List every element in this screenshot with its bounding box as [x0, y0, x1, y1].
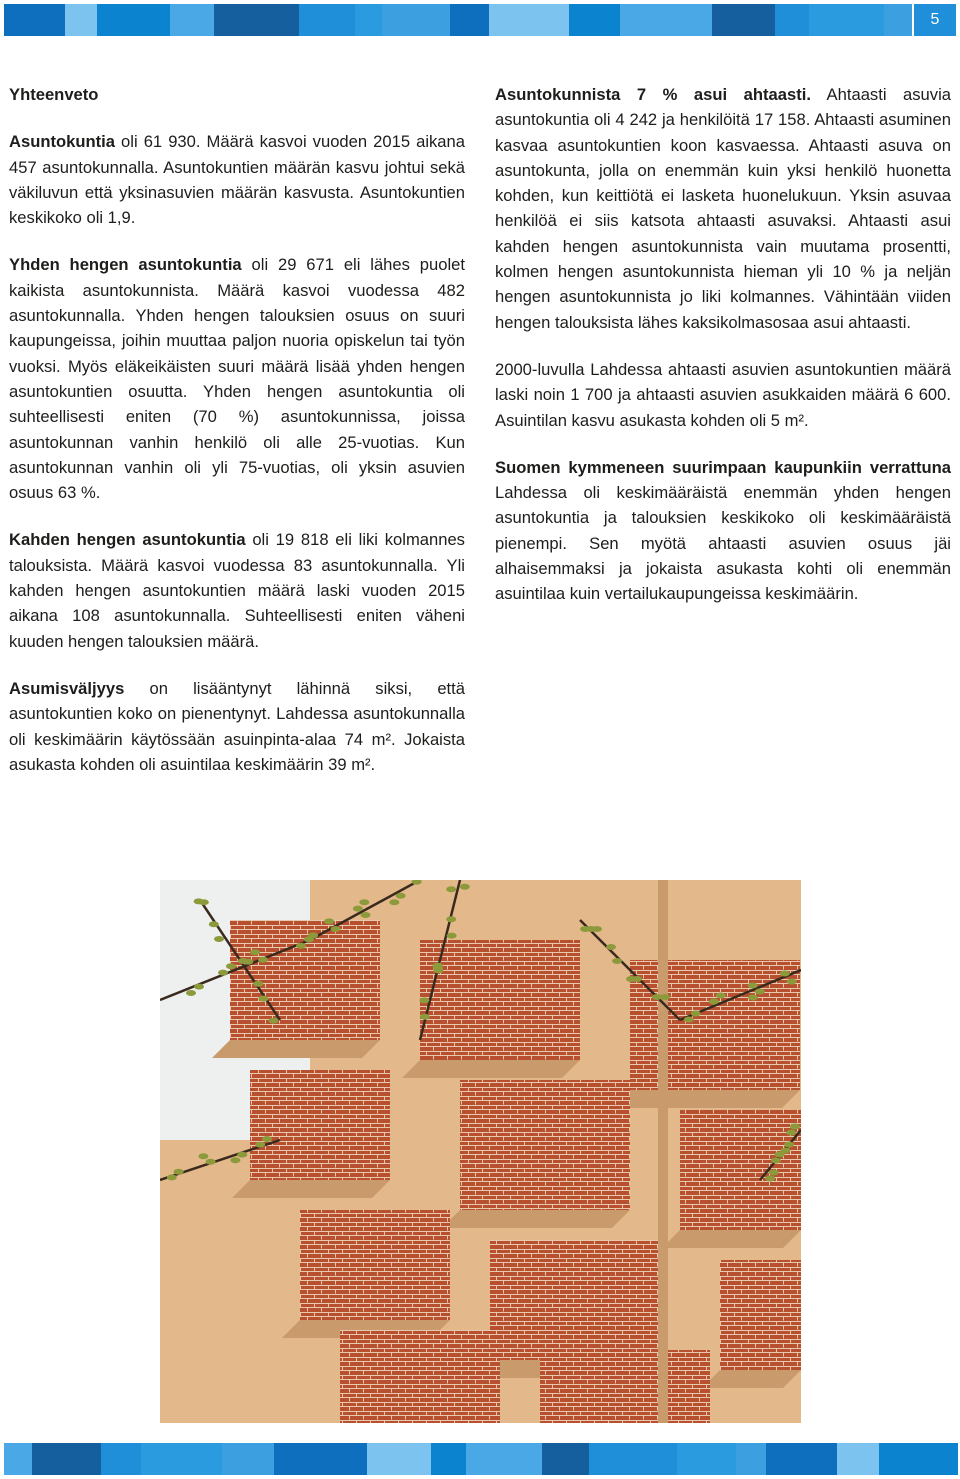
- tree-leaf: [226, 963, 236, 969]
- tree-leaf: [238, 958, 248, 964]
- tree-leaf: [194, 898, 204, 904]
- paragraph-text: Ahtaasti asuvia asuntokuntia oli 4 242 ja henkilöitä 17 158. Ahtaasti asuminen kasvaa asuntokuntien koon kasvaessa. Ahtaasti asuva on asuntokunta, jolla on enemmän kuin yksi henkilö huonetta kohden, kun keittiötä ei lasketa huonelukuun. Yksin asuvaa henkilöä ei siis katsota ahtaasti asuvaksi. Ahtaasti asui kahden hengen asuntokunnista vain muutama prosentti, kolmen hengen asuntokunnista hieman yli 10 % ja neljän hengen asuntokunnista jo liki kolmannes. Vähintään viiden hengen talouksista lähes kaksikolmasosaa asui ahtaasti.: [495, 85, 951, 332]
- bar-tile: [367, 1443, 431, 1475]
- tree-leaf: [771, 1158, 781, 1164]
- brick-balcony: [720, 1260, 801, 1370]
- tree-leaf: [304, 936, 314, 942]
- bar-tile: [355, 4, 382, 36]
- tree-leaf: [258, 957, 268, 963]
- bar-tile: [170, 4, 214, 36]
- section-title: Yhteenveto: [9, 85, 99, 104]
- tree-leaf: [606, 944, 616, 950]
- brick-balcony: [300, 1210, 450, 1320]
- page-number: 5: [914, 4, 956, 36]
- paragraph-vertailu: [495, 455, 951, 607]
- tree-leaf: [748, 983, 758, 989]
- tree-leaf: [262, 1136, 272, 1142]
- brick-balcony: [490, 1240, 660, 1360]
- tree-leaf: [447, 933, 457, 939]
- term-yhden-hengen: Yhden hengen asuntokuntia: [9, 255, 242, 275]
- bar-tile: [4, 4, 65, 36]
- bar-tile: [4, 1443, 32, 1475]
- tree-leaf: [419, 997, 429, 1003]
- left-column: [9, 82, 465, 799]
- paragraph-yhden-hengen: [9, 252, 465, 505]
- balcony-underside: [402, 1060, 580, 1078]
- tree-leaf: [218, 970, 228, 976]
- tree-leaf: [361, 912, 371, 918]
- tree-leaf: [214, 936, 224, 942]
- bar-tile: [431, 1443, 466, 1475]
- bar-tile: [837, 1443, 879, 1475]
- right-column: [495, 82, 951, 629]
- tree-leaf: [748, 995, 758, 1001]
- tree-leaf: [765, 1176, 775, 1182]
- tree-leaf: [446, 886, 456, 892]
- balcony-underside: [212, 1040, 380, 1058]
- bar-tile: [677, 1443, 736, 1475]
- brick-balcony: [540, 1350, 710, 1423]
- tree-leaf: [787, 979, 797, 985]
- building-balconies-photo: [160, 880, 801, 1423]
- paragraph-2000-luvulla: 2000-luvulla Lahdessa ahtaasti asuvien asuntokuntien määrä laski noin 1 700 ja ahtaasti asuvien asukkaiden määrä 6 600. Asuintilan kasvu asukasta kohden oli 5 m².: [495, 359, 951, 430]
- bar-tile: [101, 1443, 141, 1475]
- tree-leaf: [206, 1159, 216, 1165]
- tree-leaf: [186, 990, 196, 996]
- tree-leaf: [296, 943, 306, 949]
- bar-tile: [141, 1443, 222, 1475]
- brick-balcony: [420, 940, 580, 1060]
- bar-tile: [569, 4, 620, 36]
- bar-tile: [542, 1443, 589, 1475]
- tree-leaf: [258, 996, 268, 1002]
- tree-leaf: [446, 916, 456, 922]
- balcony-underside: [442, 1210, 630, 1228]
- tree-leaf: [237, 1152, 247, 1158]
- bar-tile: [274, 1443, 367, 1475]
- bar-tile: [589, 1443, 677, 1475]
- tree-leaf: [396, 893, 406, 899]
- bar-tile: [712, 4, 775, 36]
- bar-tile: [97, 4, 170, 36]
- bar-tile: [32, 1443, 101, 1475]
- paragraph-text: oli 29 671 eli lähes puolet kaikista asuntokunnista. Määrä kasvoi vuodessa 482 asuntokunnalla. Yhden hengen talouksien osuus on suuri kaupungeissa, joihin muuttaa paljon nuoria opiskelun tai työn vuoksi. Myös eläkeikäisten suuri määrä lisää yhden hengen asuntokuntien osuutta. Yhden hengen asuntokuntia oli suhteellisesti eniten (70 %) asuntokunnissa, joissa asuntokunnan vanhin henkilö oli alle 25-vuotias. Kun asuntokunnan vanhin oli yli 75-vuotias, oli yksin asuvien osuus 63 %.: [9, 255, 466, 503]
- tree-leaf: [580, 926, 590, 932]
- paragraph-asuntokunnat: [9, 129, 465, 230]
- tree-leaf: [359, 899, 369, 905]
- bar-tile: [466, 1443, 542, 1475]
- tree-leaf: [420, 1014, 430, 1020]
- tree-leaf: [716, 993, 726, 999]
- balcony-underside: [612, 1090, 800, 1108]
- tree-leaf: [780, 971, 790, 977]
- paragraph-asumisvaljyys: [9, 676, 465, 777]
- tree-leaf: [209, 921, 219, 927]
- tree-leaf: [780, 1148, 790, 1154]
- bar-tile: [382, 4, 450, 36]
- bar-tile: [879, 1443, 958, 1475]
- term-ahtaasti: Asuntokunnista 7 % asui ahtaasti.: [495, 85, 811, 104]
- tree-leaf: [230, 1157, 240, 1163]
- term-asuntokuntia: Asuntokuntia: [9, 132, 116, 152]
- bar-tile: [65, 4, 97, 36]
- tree-leaf: [331, 926, 341, 932]
- paragraph-text: oli 19 818 eli liki kolmannes talouksista. Määrä kasvoi vuodessa 83 asuntokunnalla. Yli kahden hengen asuntokuntien määrä laski vuoden 2015 aikana 108 asuntokunnalla. Suhteellisesti eniten väheni kuuden hengen talouksien määrä.: [9, 530, 465, 651]
- tree-leaf: [194, 984, 204, 990]
- bar-tile: [450, 4, 489, 36]
- tree-leaf: [268, 1018, 278, 1024]
- bar-tile: [809, 4, 884, 36]
- paragraph-ahtaasti: [495, 82, 951, 335]
- tree-leaf: [255, 1142, 265, 1148]
- footer-color-bar: [4, 1443, 958, 1475]
- term-kahden-hengen: Kahden hengen asuntokuntia: [9, 530, 246, 550]
- tree-leaf: [790, 1124, 800, 1130]
- paragraph-text: oli 61 930. Määrä kasvoi vuoden 2015 aikana 457 asuntokunnalla. Asuntokuntien määrän kasvu johtui sekä väkiluvun että yksinasuvien määrän kasvusta. Asuntokuntien keskikoko oli 1,9.: [9, 132, 465, 228]
- tree-leaf: [198, 1153, 208, 1159]
- brick-balcony: [250, 1070, 390, 1180]
- bar-tile: [214, 4, 299, 36]
- term-vertailu: Suomen kymmeneen suurimpaan kaupunkiin verrattuna: [495, 457, 951, 477]
- tree-leaf: [684, 1017, 694, 1023]
- tree-leaf: [784, 1142, 794, 1148]
- balcony-underside: [232, 1180, 390, 1198]
- paragraph-text: on lisääntynyt lähinnä siksi, että asuntokuntien koko on pienentynyt. Lahdessa asuntokunnalla oli keskimäärin käytössään asuinpinta-alaa 74 m². Jokaista asukasta kohden oli asuintilaa keskimäärin 39 m².: [9, 678, 465, 774]
- tree-leaf: [174, 1169, 184, 1175]
- tree-leaf: [460, 884, 470, 890]
- bar-tile: [884, 4, 912, 36]
- paragraph-text: Lahdessa oli keskimääräistä enemmän yhden hengen asuntokuntia ja talouksien keskikoko oli keskimääräistä pienempi. Sen myötä ahtaasti asuvien osuus jäi alhaisemmaksi ja jokaista asukasta kohti oli enemmän asuintilaa kuin vertailukaupungeissa keskimäärin.: [495, 483, 951, 604]
- bar-tile: [489, 4, 569, 36]
- header-color-bar: [4, 4, 958, 36]
- tree-leaf: [626, 976, 636, 982]
- brick-balcony: [460, 1080, 630, 1210]
- tree-leaf: [433, 963, 443, 969]
- tree-leaf: [660, 994, 670, 1000]
- tree-leaf: [786, 1130, 796, 1136]
- brick-balcony: [340, 1330, 500, 1423]
- tree-leaf: [755, 989, 765, 995]
- tree-leaf: [389, 899, 399, 905]
- term-asumisvaljyys: Asumisväljyys: [9, 678, 125, 698]
- tree-leaf: [167, 1174, 177, 1180]
- photo-illustration: [160, 880, 801, 1423]
- brick-balcony: [630, 960, 800, 1090]
- bar-tile: [299, 4, 355, 36]
- bar-tile: [766, 1443, 837, 1475]
- tree-leaf: [709, 999, 719, 1005]
- paragraph-kahden-hengen: [9, 527, 465, 653]
- tree-leaf: [769, 1170, 779, 1176]
- bar-tile: [620, 4, 712, 36]
- tree-leaf: [353, 906, 363, 912]
- bar-tile: [222, 1443, 274, 1475]
- bar-tile: [736, 1443, 766, 1475]
- balcony-underside: [662, 1230, 801, 1248]
- tree-leaf: [324, 918, 334, 924]
- tree-leaf: [253, 981, 263, 987]
- tree-leaf: [612, 958, 622, 964]
- brick-balcony: [680, 1110, 801, 1230]
- tree-leaf: [691, 1011, 701, 1017]
- tree-leaf: [250, 949, 260, 955]
- bar-tile: [775, 4, 809, 36]
